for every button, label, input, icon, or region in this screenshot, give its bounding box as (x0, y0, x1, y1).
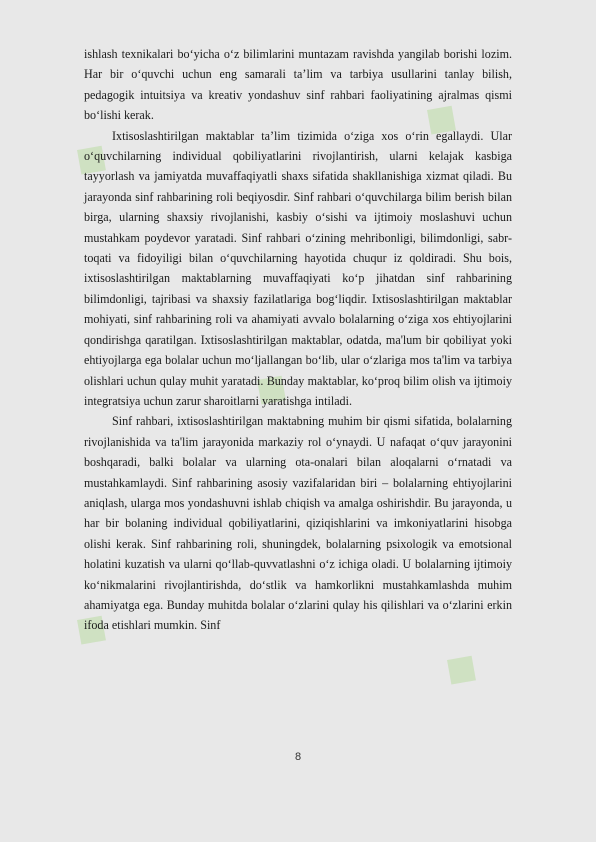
paragraph: ishlash texnikalari bo‘yicha o‘z bilimlarini muntazam ravishda yangilab borishi lozim. Har bir o‘quvchi uchun eng samarali ta’lim va tarbiya usullarini tanlay bilish, pedagogik intuitsiya va kreativ yondashuv sinf rahbari faoliyatining ajralmas qismi bo‘lishi kerak. (84, 47, 512, 123)
paragraph: Ixtisoslashtirilgan maktablar ta’lim tizimida o‘ziga xos o‘rin egallaydi. Ular o‘quvchilarning individual qobiliyatlarini rivojlantirish, ularni kelajak kasbiga tayyorlash va jamiyatda muvaffaqiyatli shaxs sifatida shakllanishiga xizmat qiladi. Bu jarayonda sinf rahbarining roli beqiyosdir. Sinf rahbari o‘quvchilarga bilim berish bilan birga, ularning shaxsiy rivojlanishi, kasbiy o‘sishi va ijtimoiy moslashuvi uchun mustahkam poydevor yaratadi. Sinf rahbari o‘zining mehribonligi, bilimdonligi, sabr-toqati va fidoyiligi bilan o‘quvchilarning hayotida chuqur iz qoldiradi. Shu bois, ixtisoslashtirilgan maktablarning muvaffaqiyati ko‘p jihatdan sinf rahbarining bilimdonligi, tajribasi va shaxsiy fazilatlariga bog‘liqdir. Ixtisoslashtirilgan maktablar mohiyati, sinf rahbarining roli va ahamiyati avvalo bolalarning o‘ziga xos ehtiyojlarini qondirishga qaratilgan. Ixtisoslashtirilgan maktablar, odatda, ma'lum bir qobiliyat yoki ehtiyojlarga ega bolalar uchun mo‘ljallangan bo‘lib, ular o‘zlariga mos ta'lim va tarbiya olishlari uchun qulay muhit yaratadi. Bunday maktablar, ko‘proq bilim olish va ijtimoiy integratsiya uchun zarur sharoitlarni yaratishga intiladi. (84, 128, 512, 408)
watermark-decoration: ◆ (235, 356, 302, 418)
watermark-decoration: ◆ (55, 126, 122, 188)
paragraph: Sinf rahbari, ixtisoslashtirilgan maktabning muhim bir qismi sifatida, bolalarning rivojlanishida va ta'lim jarayonida markaziy rol o‘ynaydi. U nafaqat o‘quv jarayonini boshqaradi, balki bolalar va ularning ota-onalari bilan aloqalarni o‘rnatadi va mustahkamlaydi. Sinf rahbarining asosiy vazifalaridan biri – bolalarning ehtiyojlarini aniqlash, ularga mos yondashuvni ishlab chiqish va amalga oshirishdir. Bu jarayonda, u har bir bolaning individual qobiliyatlarini, qiziqishlarini va imkoniyatlarini hisobga olishi kerak. Sinf rahbarining roli, shuningdek, bolalarning psixologik va emotsional holatini kuzatish va ularni qo‘llab-quvvatlashni o‘z ichiga oladi. U bolalarning ijtimoiy ko‘nikmalarini rivojlantirishda, do‘stlik va hamkorlikni mustahkamlashda muhim ahamiyatga ega. Bunday muhitda bolalar o‘zlarini qulay his qilishlari va o‘zlarini erkin ifoda etishlari mumkin. Sinf (84, 414, 512, 633)
watermark-decoration: ◆ (425, 636, 492, 698)
watermark-decoration: ◆ (405, 86, 472, 148)
body-text (84, 44, 512, 636)
page-number: 8 (294, 751, 302, 763)
watermark-decoration: ◆ (55, 596, 122, 658)
